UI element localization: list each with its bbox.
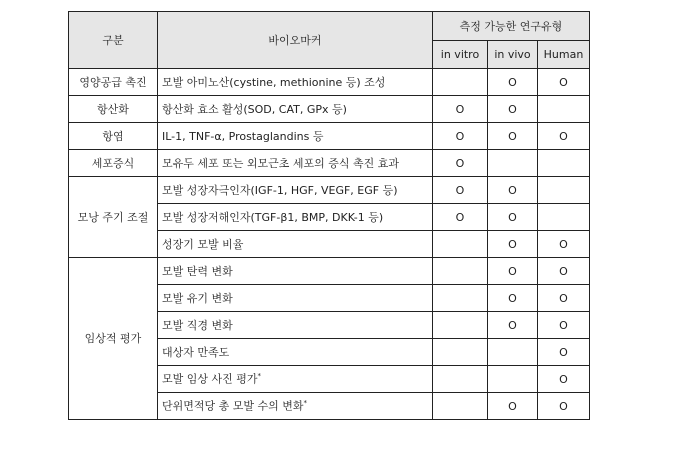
header-research-types: 측정 가능한 연구유형 bbox=[433, 12, 590, 41]
table-row bbox=[69, 258, 590, 285]
mark-in-vitro bbox=[433, 312, 488, 339]
mark-human: O bbox=[538, 123, 590, 150]
mark-in-vitro: O bbox=[433, 204, 488, 231]
row-biomarker: 단위면적당 총 모발 수의 변화 bbox=[162, 399, 304, 413]
row-biomarker: 모발 탄력 변화 bbox=[158, 258, 433, 285]
mark-human: O bbox=[538, 339, 590, 366]
mark-human bbox=[538, 204, 590, 231]
mark-human: O bbox=[538, 312, 590, 339]
mark-in-vivo: O bbox=[488, 258, 538, 285]
mark-human: O bbox=[538, 366, 590, 393]
mark-in-vitro bbox=[433, 258, 488, 285]
row-category: 항산화 bbox=[69, 96, 158, 123]
mark-in-vivo: O bbox=[488, 393, 538, 420]
mark-in-vitro bbox=[433, 366, 488, 393]
mark-in-vitro: O bbox=[433, 150, 488, 177]
row-biomarker-cell bbox=[158, 393, 433, 420]
mark-in-vitro bbox=[433, 339, 488, 366]
mark-human: O bbox=[538, 258, 590, 285]
mark-in-vivo bbox=[488, 339, 538, 366]
mark-in-vitro bbox=[433, 231, 488, 258]
row-biomarker: 모발 직경 변화 bbox=[158, 312, 433, 339]
table-row bbox=[69, 96, 590, 123]
mark-human bbox=[538, 96, 590, 123]
mark-human bbox=[538, 177, 590, 204]
mark-in-vivo: O bbox=[488, 123, 538, 150]
row-category: 영양공급 촉진 bbox=[69, 69, 158, 96]
row-category: 항염 bbox=[69, 123, 158, 150]
mark-human: O bbox=[538, 285, 590, 312]
row-category: 임상적 평가 bbox=[69, 258, 158, 420]
row-category: 모낭 주기 조절 bbox=[69, 177, 158, 258]
row-biomarker-cell bbox=[158, 366, 433, 393]
table-row bbox=[69, 123, 590, 150]
table-header bbox=[69, 12, 590, 69]
header-in-vitro: in vitro bbox=[433, 41, 488, 69]
mark-in-vivo bbox=[488, 366, 538, 393]
row-biomarker: 모발 유기 변화 bbox=[158, 285, 433, 312]
mark-in-vitro: O bbox=[433, 177, 488, 204]
row-biomarker: 항산화 효소 활성(SOD, CAT, GPx 등) bbox=[158, 96, 433, 123]
row-biomarker: 대상자 만족도 bbox=[158, 339, 433, 366]
biomarker-table bbox=[68, 11, 590, 420]
mark-human: O bbox=[538, 231, 590, 258]
row-biomarker: 모발 성장저해인자(TGF-β1, BMP, DKK-1 등) bbox=[158, 204, 433, 231]
mark-in-vitro: O bbox=[433, 123, 488, 150]
mark-in-vitro: O bbox=[433, 96, 488, 123]
header-human: Human bbox=[538, 41, 590, 69]
header-category: 구분 bbox=[69, 12, 158, 69]
mark-in-vivo: O bbox=[488, 231, 538, 258]
row-biomarker: 모발 성장자극인자(IGF-1, HGF, VEGF, EGF 등) bbox=[158, 177, 433, 204]
row-category: 세포증식 bbox=[69, 150, 158, 177]
table-row bbox=[69, 150, 590, 177]
mark-human: O bbox=[538, 393, 590, 420]
mark-in-vitro bbox=[433, 69, 488, 96]
footnote-mark: * bbox=[257, 372, 261, 381]
mark-in-vitro bbox=[433, 393, 488, 420]
table-row bbox=[69, 69, 590, 96]
mark-human: O bbox=[538, 69, 590, 96]
row-biomarker: IL-1, TNF-α, Prostaglandins 등 bbox=[158, 123, 433, 150]
mark-in-vivo: O bbox=[488, 312, 538, 339]
row-biomarker: 모발 임상 사진 평가 bbox=[162, 372, 258, 386]
mark-human bbox=[538, 150, 590, 177]
mark-in-vivo: O bbox=[488, 96, 538, 123]
table-body bbox=[69, 69, 590, 420]
header-biomarker: 바이오마커 bbox=[158, 12, 433, 69]
mark-in-vivo: O bbox=[488, 69, 538, 96]
table-row bbox=[69, 177, 590, 204]
mark-in-vivo: O bbox=[488, 285, 538, 312]
row-biomarker: 모유두 세포 또는 외모근초 세포의 증식 촉진 효과 bbox=[158, 150, 433, 177]
footnote-mark: * bbox=[303, 399, 307, 408]
row-biomarker: 성장기 모발 비율 bbox=[158, 231, 433, 258]
mark-in-vivo: O bbox=[488, 204, 538, 231]
mark-in-vivo bbox=[488, 150, 538, 177]
mark-in-vivo: O bbox=[488, 177, 538, 204]
mark-in-vitro bbox=[433, 285, 488, 312]
header-in-vivo: in vivo bbox=[488, 41, 538, 69]
row-biomarker: 모발 아미노산(cystine, methionine 등) 조성 bbox=[158, 69, 433, 96]
